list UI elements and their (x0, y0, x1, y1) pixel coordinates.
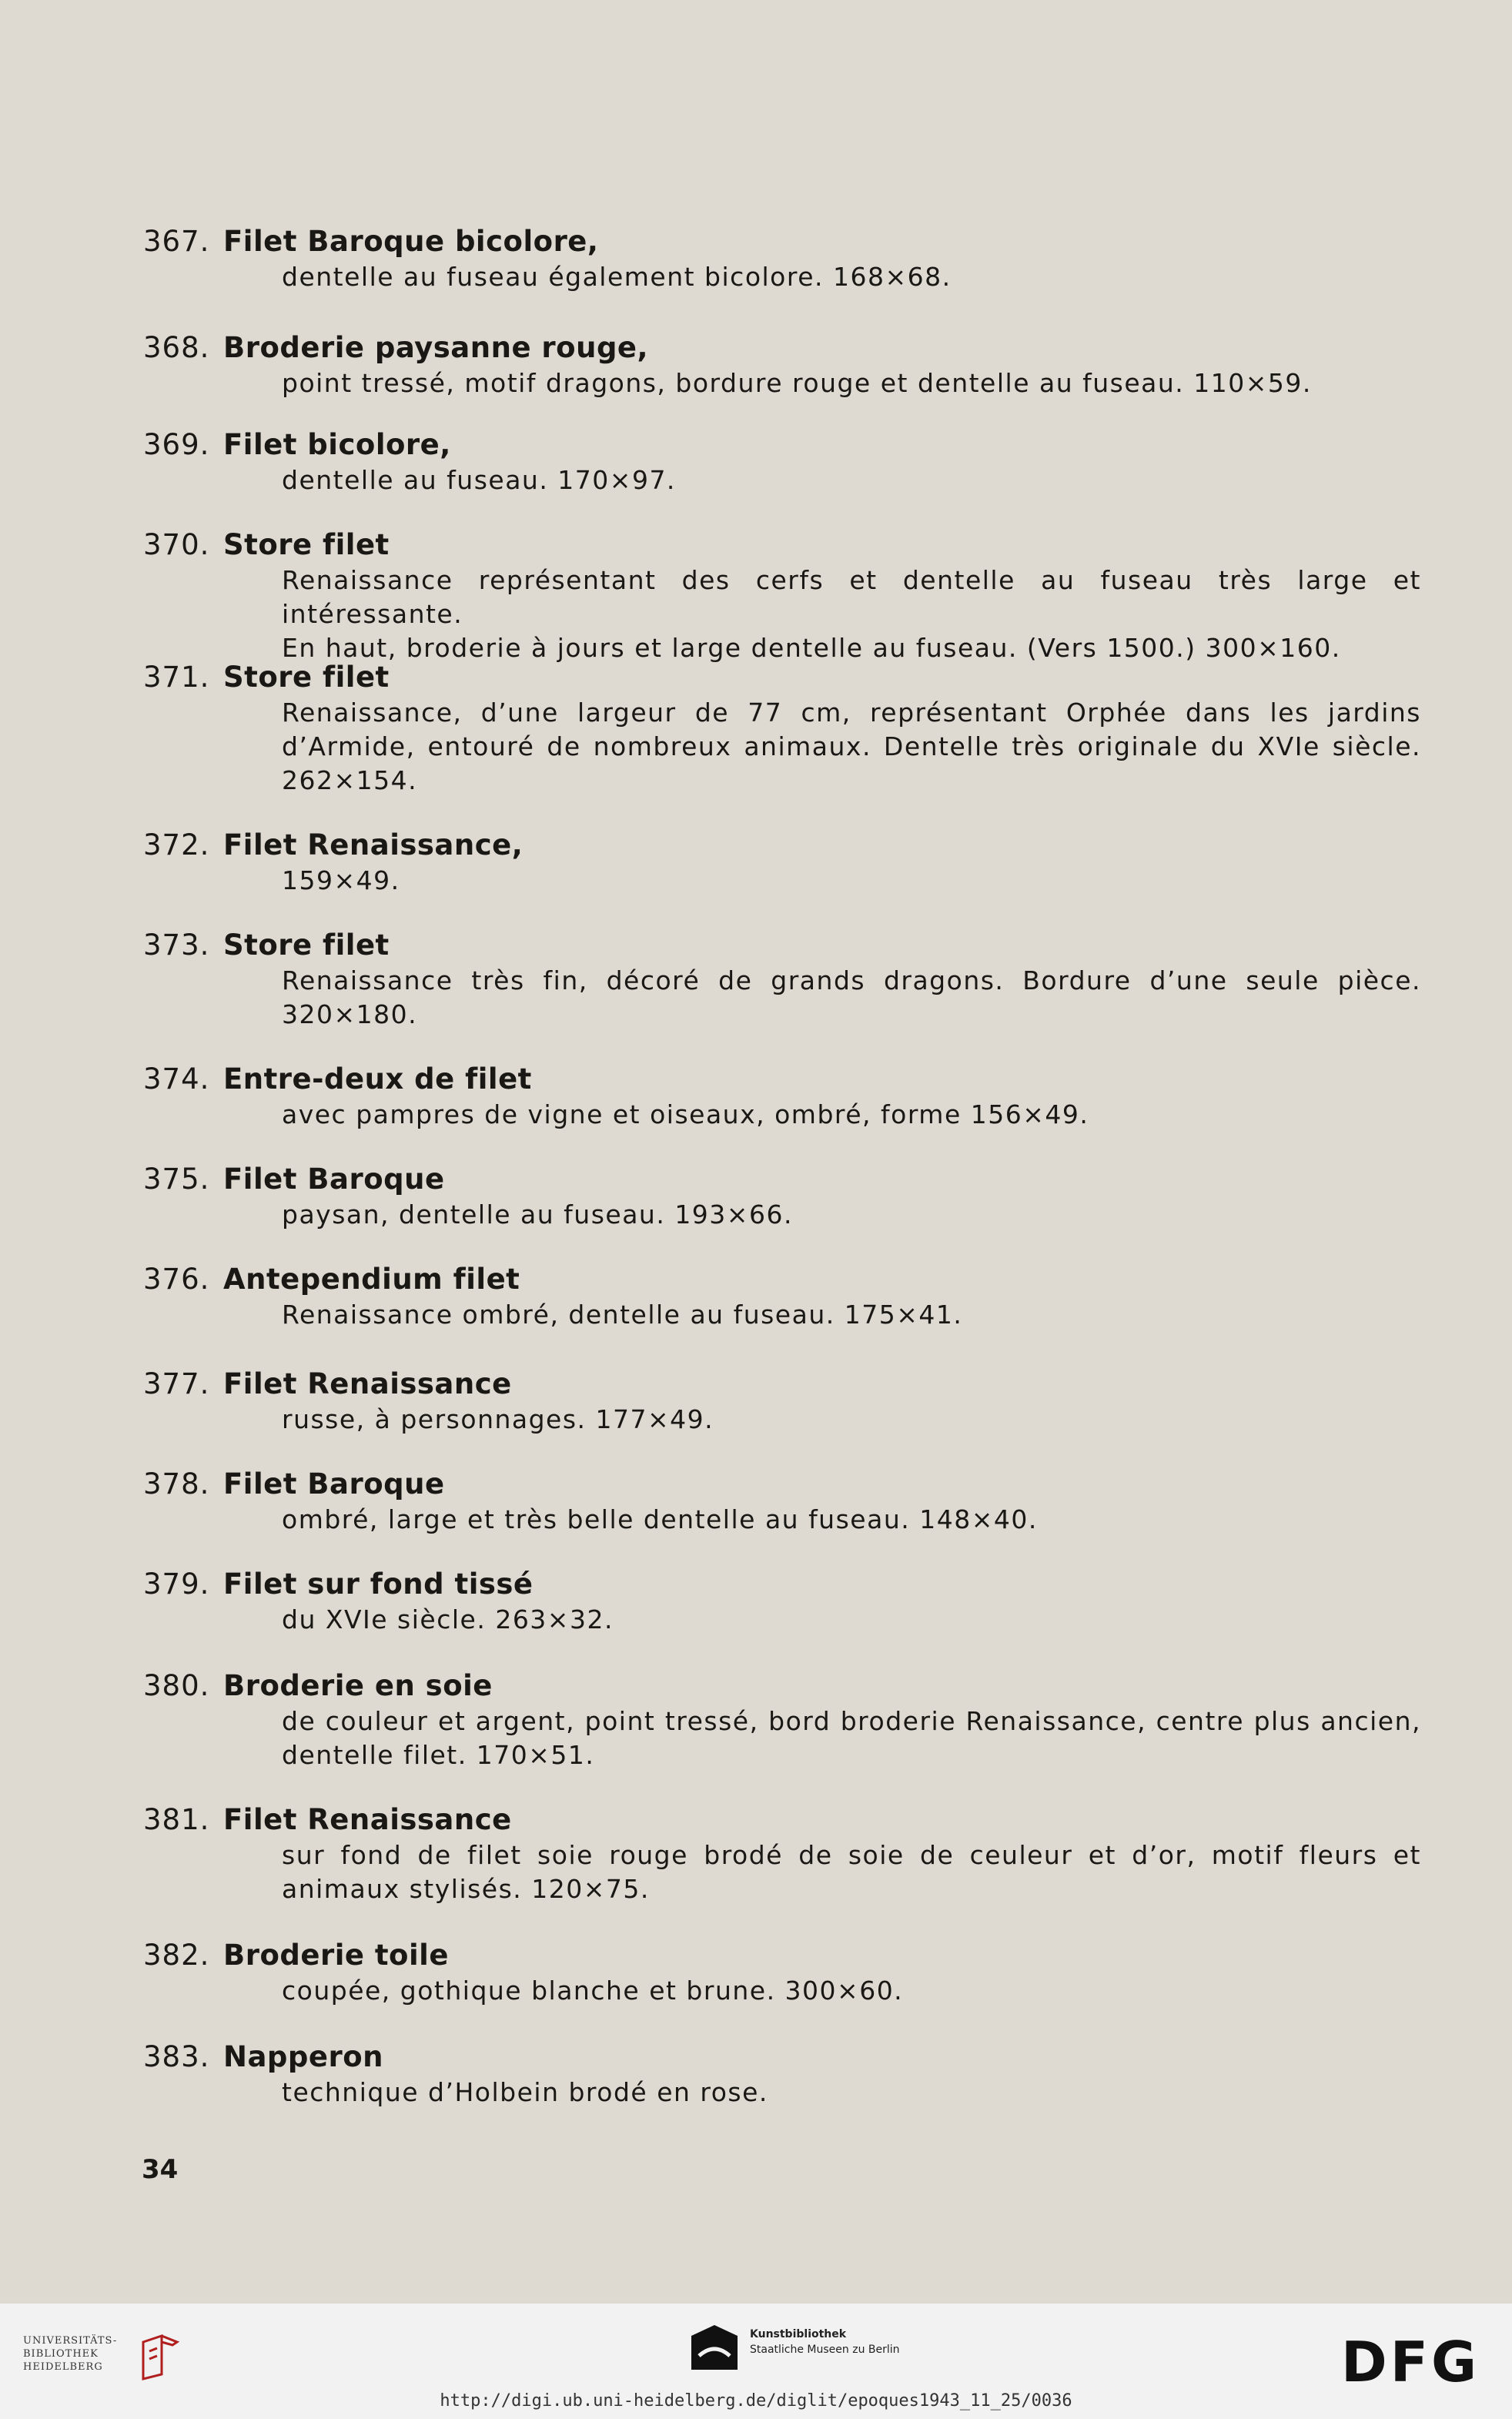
entry-description (282, 964, 1421, 1032)
description-line: technique d’Holbein brodé en rose. (282, 2077, 768, 2107)
description-line: dentelle filet. 170×51. (282, 1740, 595, 1770)
heidelberg-library-logo[interactable] (23, 2334, 192, 2388)
entry-title: Napperon (223, 2040, 384, 2073)
entry-title: Entre-deux de filet (223, 1062, 532, 1096)
entry-number: 377. (143, 1367, 210, 1400)
entry-number: 376. (143, 1263, 210, 1296)
library-emblem-icon (139, 2334, 182, 2381)
description-line: du XVIe siècle. 263×32. (282, 1604, 614, 1634)
entry-number: 370. (143, 528, 210, 561)
description-line: paysan, dentelle au fuseau. 193×66. (282, 1199, 793, 1230)
description-line: point tressé, motif dragons, bordure rouge et dentelle au fuseau. 110×59. (282, 368, 1312, 398)
entry-title: Store filet (223, 528, 390, 561)
source-url-link[interactable]: http://digi.ub.uni-heidelberg.de/diglit/epoques1943_11_25/0036 (440, 2391, 1072, 2411)
entry-number: 372. (143, 828, 210, 862)
entry-title: Broderie toile (223, 1939, 449, 1972)
entry-description (282, 1198, 1421, 1232)
description-line: russe, à personnages. 177×49. (282, 1404, 714, 1434)
entry-description (282, 564, 1421, 665)
entry-title: Filet Baroque (223, 1467, 445, 1501)
entry-description (282, 1974, 1421, 2008)
description-line: avec pampres de vigne et oiseaux, ombré, forme 156×49. (282, 1099, 1089, 1129)
entry-title: Filet Renaissance (223, 1367, 512, 1400)
entry-number: 379. (143, 1567, 210, 1601)
entry-description (282, 260, 1421, 294)
entry-number: 381. (143, 1803, 210, 1836)
entry-description (282, 366, 1421, 400)
digitization-footer (0, 2304, 1512, 2419)
description-line: Renaissance très fin, décoré de grands dragons. Bordure d’une seule pièce. (282, 965, 1421, 995)
description-line: 262×154. (282, 765, 418, 795)
entry-title: Filet Renaissance, (223, 828, 524, 862)
entry-number: 380. (143, 1669, 210, 1702)
description-line: animaux stylisés. 120×75. (282, 1874, 650, 1904)
entry-description (282, 1705, 1421, 1772)
description-line: Renaissance représentant des cerfs et dentelle au fuseau très large et intéressante. (282, 565, 1421, 629)
entry-number: 383. (143, 2040, 210, 2073)
kunstbibliothek-name: Kunstbibliothek Staatliche Museen zu Berlin (750, 2328, 900, 2356)
description-line: dentelle au fuseau également bicolore. 168×68. (282, 262, 952, 292)
entry-number: 369. (143, 428, 210, 461)
entry-number: 378. (143, 1467, 210, 1501)
description-line: d’Armide, entouré de nombreux animaux. Dentelle très originale du XVIe siècle. (282, 731, 1421, 761)
dfg-logo[interactable]: DFG (1341, 2330, 1480, 2394)
entry-description (282, 463, 1421, 497)
entry-title: Store filet (223, 661, 390, 694)
entry-description (282, 1839, 1421, 1906)
entry-description (282, 1298, 1421, 1332)
description-line: Renaissance ombré, dentelle au fuseau. 175×41. (282, 1300, 963, 1330)
entry-description (282, 1403, 1421, 1437)
entry-number: 367. (143, 225, 210, 258)
entry-title: Store filet (223, 928, 390, 962)
entry-description (282, 2076, 1421, 2110)
description-line: ombré, large et très belle dentelle au fuseau. 148×40. (282, 1504, 1038, 1534)
description-line: Renaissance, d’une largeur de 77 cm, représentant Orphée dans les jardins (282, 698, 1421, 728)
entry-number: 373. (143, 928, 210, 962)
entry-description (282, 696, 1421, 798)
description-line: sur fond de filet soie rouge brodé de soie de ceuleur et d’or, motif fleurs et (282, 1840, 1421, 1870)
description-line: dentelle au fuseau. 170×97. (282, 465, 676, 495)
description-line: 320×180. (282, 999, 418, 1029)
description-line: En haut, broderie à jours et large dentelle au fuseau. (Vers 1500.) 300×160. (282, 633, 1341, 663)
description-line: de couleur et argent, point tressé, bord broderie Renaissance, centre plus ancien, (282, 1706, 1421, 1736)
entry-title: Filet bicolore, (223, 428, 451, 461)
kunstbibliothek-emblem-icon (691, 2325, 738, 2370)
entry-title: Broderie paysanne rouge, (223, 331, 649, 364)
description-line: 159×49. (282, 865, 400, 895)
entry-title: Broderie en soie (223, 1669, 493, 1702)
entry-title: Antependium filet (223, 1263, 520, 1296)
entry-number: 368. (143, 331, 210, 364)
entry-title: Filet Baroque (223, 1163, 445, 1196)
entry-title: Filet sur fond tissé (223, 1567, 534, 1601)
university-name: UNIVERSITÄTS- BIBLIOTHEK HEIDELBERG (23, 2335, 118, 2373)
page-number: 34 (142, 2154, 179, 2185)
entry-number: 371. (143, 661, 210, 694)
entry-description (282, 1603, 1421, 1637)
description-line: coupée, gothique blanche et brune. 300×60. (282, 1976, 904, 2006)
entry-number: 375. (143, 1163, 210, 1196)
entry-title: Filet Baroque bicolore, (223, 225, 599, 258)
entry-number: 382. (143, 1939, 210, 1972)
entry-description (282, 1503, 1421, 1537)
entry-description (282, 864, 1421, 898)
entry-title: Filet Renaissance (223, 1803, 512, 1836)
entry-description (282, 1098, 1421, 1132)
entry-number: 374. (143, 1062, 210, 1096)
